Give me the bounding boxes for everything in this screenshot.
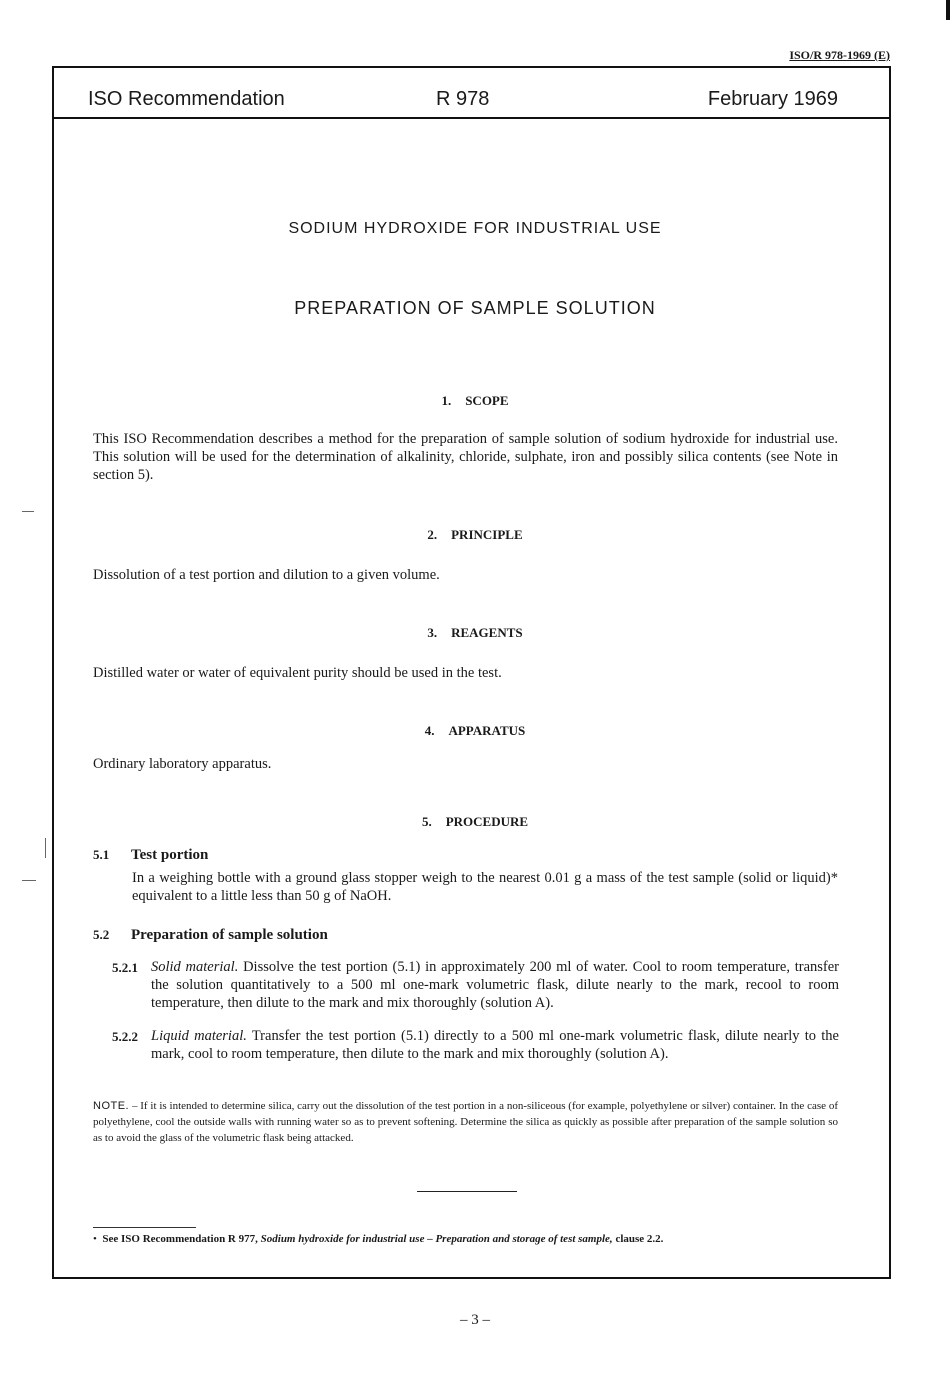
note-label: NOTE. [93,1100,130,1112]
subsection-5-2-1-number: 5.2.1 [112,960,138,975]
section-heading-procedure [0,814,950,830]
footnote-suffix: clause 2.2. [615,1233,664,1245]
section-title: REAGENTS [451,625,523,640]
footnote-prefix: See ISO Recommendation R 977, [102,1233,258,1245]
subsection-title: Test portion [131,847,209,863]
section-title: SCOPE [465,393,509,408]
footnote-marker: • [93,1233,97,1245]
subsection-5-2-2-number: 5.2.2 [112,1029,138,1044]
end-of-text-separator [417,1191,517,1192]
section-number: 2. [427,527,438,542]
header-date: February 1969 [707,88,838,110]
section-heading-scope [0,393,950,409]
solid-material-text: Dissolve the test portion (5.1) in approximately 200 ml of water. Cool to room temperature, transfer the solution quantitatively to a 500 ml one-mark volumetric flask, dilute nearly to the mark, recool to room temperature, then dilute to the mark and mix thoroughly (solution A). [151,959,839,1011]
footnote-rule [93,1227,196,1228]
section-heading-reagents [0,625,950,641]
principle-paragraph: Dissolution of a test portion and dilution to a given volume. [93,567,440,583]
apparatus-paragraph: Ordinary laboratory apparatus. [93,756,272,772]
scan-mark [22,880,36,881]
liquid-material-paragraph [151,1027,839,1063]
liquid-material-title: Liquid material. [151,1028,247,1044]
scope-paragraph: This ISO Recommendation describes a method for the preparation of sample solution of sodium hydroxide for industrial use. This solution will be used for the determination of alkalinity, chloride, sulphate, iron and possibly silica contents (see Note in section 5). [93,431,838,483]
footnote [93,1233,853,1245]
section-heading-apparatus [0,723,950,739]
section-title: PROCEDURE [445,814,529,829]
scan-mark [946,0,950,20]
section-number: 4. [424,723,435,738]
page-number: – 3 – [460,1312,490,1328]
procedure-note [93,1098,838,1146]
footnote-title: Sodium hydroxide for industrial use – Preparation and storage of test sample, [260,1233,613,1245]
section-title: APPARATUS [448,723,526,738]
section-heading-principle [0,527,950,543]
subsection-5-1-heading [93,846,208,864]
header-divider [52,117,891,119]
solid-material-title: Solid material. [151,959,239,975]
section-number: 5. [421,814,432,829]
subsection-title: Preparation of sample solution [131,927,328,943]
document-subtitle: PREPARATION OF SAMPLE SOLUTION [294,298,656,318]
document-reference: ISO/R 978-1969 (E) [789,48,890,62]
header-standard-number: R 978 [436,88,490,110]
section-title: PRINCIPLE [451,527,523,542]
scan-mark [22,511,34,512]
note-text: – If it is intended to determine silica, carry out the dissolution of the test portion in a non-siliceous (for example, polyethylene or silver) container. In the case of polyethylene, cool the outside walls with running water so as to prevent softening. Determine the silica as quickly as possible after preparation of the sample solution so as to avoid the glass of the volumetric flask being attacked. [93,1100,839,1144]
test-portion-paragraph: In a weighing bottle with a ground glass stopper weigh to the nearest 0.01 g a mass of the test sample (solid or liquid)* equivalent to a little less than 50 g of NaOH. [132,870,838,904]
subsection-number: 5.1 [93,847,110,862]
reagents-paragraph: Distilled water or water of equivalent purity should be used in the test. [93,665,502,681]
scan-mark [45,838,46,858]
document-title: SODIUM HYDROXIDE FOR INDUSTRIAL USE [288,220,662,237]
section-number: 1. [441,393,452,408]
solid-material-paragraph [151,958,839,1012]
subsection-number: 5.2 [93,927,110,942]
liquid-material-text: Transfer the test portion (5.1) directly to a 500 ml one-mark volumetric flask, dilute nearly to the mark, cool to room temperature, then dilute to the mark and mix thoroughly (solution A). [151,1028,839,1062]
section-number: 3. [427,625,438,640]
subsection-5-2-heading [93,926,328,944]
header-iso-recommendation: ISO Recommendation [88,88,285,110]
